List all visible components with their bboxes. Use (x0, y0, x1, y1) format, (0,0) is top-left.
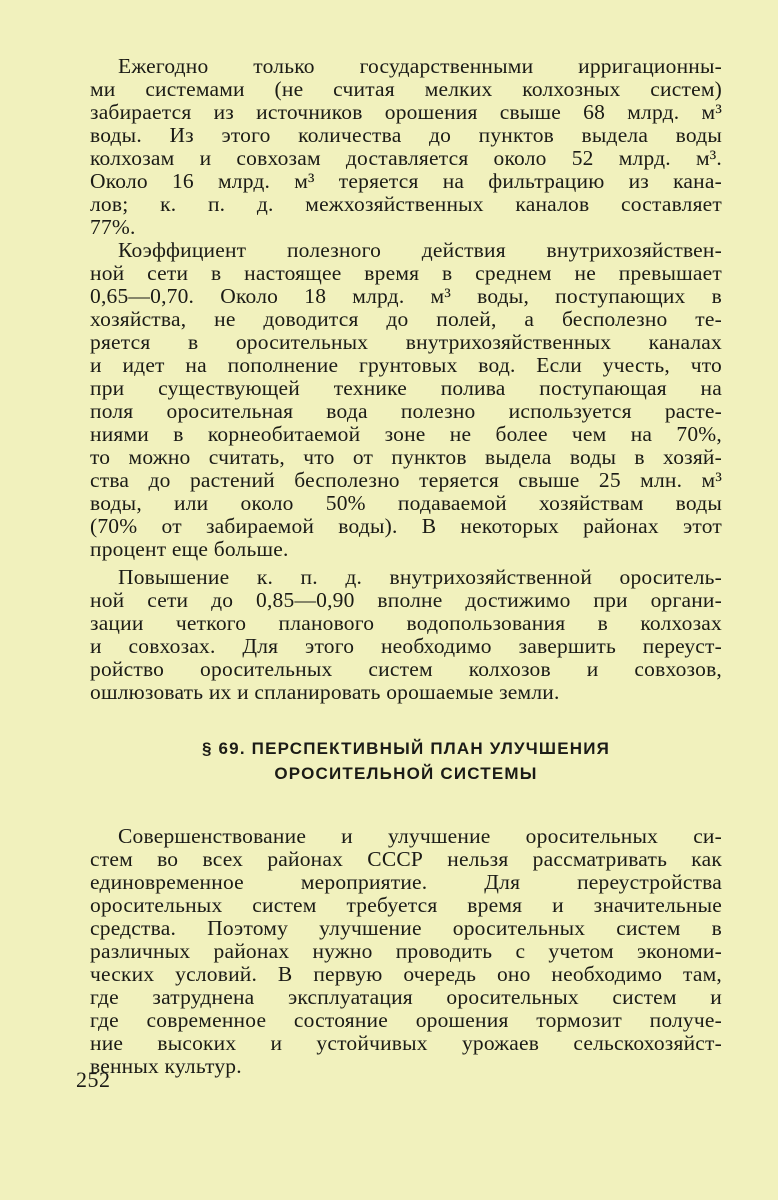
text-line: колхозам и совхозам доставляется около 52 млрд. м³. (90, 146, 722, 170)
text-line: ниями в корнеобитаемой зоне не более чем на 70%, (90, 422, 722, 446)
text-line: воды. Из этого количества до пунктов выдела воды (90, 123, 722, 147)
section-heading-line: ОРОСИТЕЛЬНОЙ СИСТЕМЫ (274, 764, 538, 783)
text-line: средства. Поэтому улучшение оросительных систем в (90, 916, 722, 940)
text-line: 0,65—0,70. Около 18 млрд. м³ воды, поступающих в (90, 284, 722, 308)
text-line: 77%. (90, 215, 136, 239)
text-line: Коэффициент полезного действия внутрихозяйствен- (118, 238, 722, 262)
text-line: воды, или около 50% подаваемой хозяйствам воды (90, 491, 722, 515)
page-number: 252 (76, 1067, 111, 1092)
text-line: ной сети до 0,85—0,90 вполне достижимо при органи- (90, 588, 722, 612)
text-line: ческих условий. В первую очередь оно необходимо там, (90, 962, 722, 986)
text-line: ной сети в настоящее время в среднем не превышает (90, 261, 722, 285)
text-line: то можно считать, что от пунктов выдела воды в хозяй- (90, 445, 722, 469)
text-line: хозяйства, не доводится до полей, а бесполезно те- (90, 307, 722, 331)
text-line: ряется в оросительных внутрихозяйственных каналах (90, 330, 722, 354)
text-line: зации четкого планового водопользования в колхозах (90, 611, 722, 635)
text-line: и идет на пополнение грунтовых вод. Если учесть, что (90, 353, 722, 377)
text-line: при существующей технике полива поступающая на (90, 376, 722, 400)
paragraph-efficiency-improvement (90, 566, 722, 704)
text-line: различных районах нужно проводить с учетом экономи- (90, 939, 722, 963)
text-line: лов; к. п. д. межхозяйственных каналов составляет (90, 192, 722, 216)
text-line: (70% от забираемой воды). В некоторых районах этот (90, 514, 722, 538)
text-line: ства до растений бесполезно теряется свыше 25 млн. м³ (90, 468, 722, 492)
text-line: стем во всех районах СССР нельзя рассматривать как (90, 847, 722, 871)
text-line: ми системами (не считая мелких колхозных систем) (90, 77, 722, 101)
section-heading-line: § 69. ПЕРСПЕКТИВНЫЙ ПЛАН УЛУЧШЕНИЯ (201, 739, 611, 758)
paragraph-system-improvement (90, 825, 722, 1078)
text-line: ние высоких и устойчивых урожаев сельскохозяйст- (90, 1031, 722, 1055)
text-line: Повышение к. п. д. внутрихозяйственной ороситель- (118, 565, 722, 589)
section-heading (90, 736, 722, 786)
text-line: забирается из источников орошения свыше 68 млрд. м³ (90, 100, 722, 124)
text-line: оросительных систем требуется время и значительные (90, 893, 722, 917)
text-line: Около 16 млрд. м³ теряется на фильтрацию из кана- (90, 169, 722, 193)
text-line: поля оросительная вода полезно используется расте- (90, 399, 722, 423)
text-line: Ежегодно только государственными ирригационны- (118, 54, 722, 78)
text-line: Совершенствование и улучшение оросительных си- (118, 824, 722, 848)
text-line: ройство оросительных систем колхозов и совхозов, (90, 657, 722, 681)
paragraph-annual-water-intake (90, 55, 722, 239)
text-line: где затруднена эксплуатация оросительных систем и (90, 985, 722, 1009)
text-line: где современное состояние орошения тормозит получе- (90, 1008, 722, 1032)
text-line: процент еще больше. (90, 537, 289, 561)
text-line: единовременное мероприятие. Для переустройства (90, 870, 722, 894)
text-line: венных культур. (90, 1054, 242, 1078)
text-line: ошлюзовать их и спланировать орошаемые земли. (90, 680, 560, 704)
text-line: и совхозах. Для этого необходимо завершить переуст- (90, 634, 722, 658)
paragraph-efficiency-coefficient (90, 239, 722, 561)
